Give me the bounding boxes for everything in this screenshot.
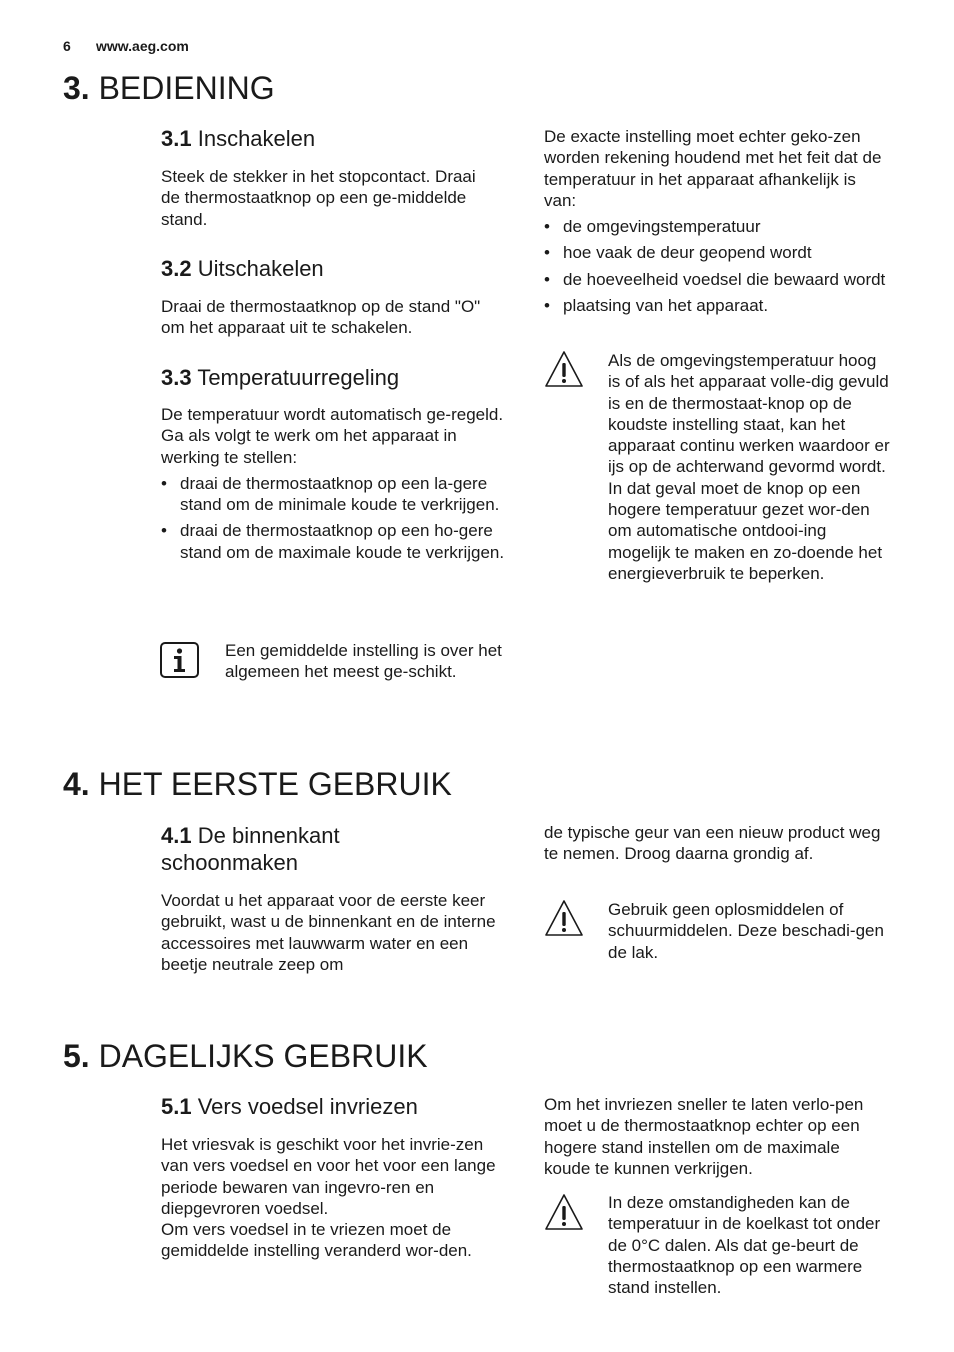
subsection-title: Inschakelen [197,126,316,151]
subsection-title: Vers voedsel invriezen [197,1094,418,1119]
section-5-heading [63,1036,428,1076]
subsection-number: 3.1 [161,126,192,151]
temperature-control-body [161,404,506,568]
subsection-number: 3.3 [161,365,192,390]
subsection-number: 4.1 [161,823,192,848]
subsection-title: Uitschakelen [197,256,324,281]
warning-icon [544,899,584,937]
subsection-number: 5.1 [161,1094,192,1119]
warning-note-text: In deze omstandigheden kan de temperatuur in de koelkast tot onder de 0°C dalen. Als dat ge-beurt de thermostaatknop op een warmere stand instellen. [608,1193,881,1298]
section-number: 4. [63,766,90,802]
section-4-heading [63,764,452,804]
subsection-title: De binnenkant schoonmaken [161,823,340,875]
list-item: • de omgevingstemperatuur [544,216,894,237]
freezing-body [161,1134,511,1262]
paragraph: Ga als volgt te werk om het apparaat in werking te stellen: [161,426,457,467]
info-note-text: Een gemiddelde instelling is over het algemeen het meest ge-schikt. [225,641,502,682]
bullet-list [544,216,894,321]
section-title: DAGELIJKS GEBRUIK [98,1038,428,1074]
section-title: HET EERSTE GEBRUIK [98,766,452,802]
paragraph: Steek de stekker in het stopcontact. Draai de thermostaatknop op een ge-middelde stand. [161,167,476,229]
list-item: • de hoeveelheid voedsel die bewaard wordt [544,269,894,290]
bullet-list [161,473,506,563]
subsection-3-3-heading [161,364,506,391]
page-number: 6 [63,38,71,54]
paragraph: de typische geur van een nieuw product weg te nemen. Droog daarna grondig af. [544,823,881,864]
list-item: • plaatsing van het apparaat. [544,295,894,316]
subsection-number: 3.2 [161,256,192,281]
website-url: www.aeg.com [96,38,189,54]
subsection-4-1-heading [161,822,421,876]
paragraph: Om vers voedsel in te vriezen moet de gemiddelde instelling veranderd wor-den. [161,1220,472,1261]
subsection-title: Temperatuurregeling [197,365,400,390]
list-item: • draai de thermostaatknop op een la-gere stand om de minimale koude te verkrijgen. [161,473,506,516]
paragraph: Voordat u het apparaat voor de eerste keer gebruikt, wast u de binnenkant en de interne accessoires met lauwwarm water en een beetje neutrale zeep om [161,891,496,974]
paragraph: De exacte instelling moet echter geko-zen worden rekening houdend met het feit dat de temperatuur in het apparaat afhankelijk is van: [544,127,882,210]
info-icon [160,642,199,678]
section-number: 5. [63,1038,90,1074]
warning-note-text: Gebruik geen oplosmiddelen of schuurmiddelen. Deze beschadi-gen de lak. [608,900,884,962]
warning-note-text: Als de omgevingstemperatuur hoog is of als het apparaat volle-dig gevuld is en de thermostaat-knop op de koudste instelling staat, kan het apparaat continu werken waardoor er ijs op de achterwand gevormd wordt. In dat geval moet de knop op een hogere temperatuur gezet wor-den om automatische ontdooi-ing mogelijk te maken en zo-doende het energieverbruik te beperken. [608,351,890,583]
list-item: • hoe vaak de deur geopend wordt [544,242,894,263]
section-number: 3. [63,70,90,106]
list-item: • draai de thermostaatknop op een ho-gere stand om de maximale koude te verkrijgen. [161,520,506,563]
section-title: BEDIENING [98,70,275,106]
warning-icon [544,350,584,388]
paragraph: Om het invriezen sneller te laten verlo-pen moet u de thermostaatknop echter op een hogere stand instellen om de maximale koude te kunnen verkrijgen. [544,1095,864,1178]
paragraph: Draai de thermostaatknop op de stand "O" om het apparaat uit te schakelen. [161,297,481,338]
subsection-3-1-heading [161,125,506,152]
subsection-5-1-heading [161,1093,506,1120]
paragraph: Het vriesvak is geschikt voor het invrie-zen van vers voedsel en voor het voor een lange periode bewaren van ingevro-ren en diepgevroren voedsel. [161,1135,496,1218]
paragraph: De temperatuur wordt automatisch ge-regeld. [161,405,504,424]
warning-icon [544,1193,584,1231]
subsection-3-2-heading [161,255,506,282]
section-3-heading [63,68,275,108]
